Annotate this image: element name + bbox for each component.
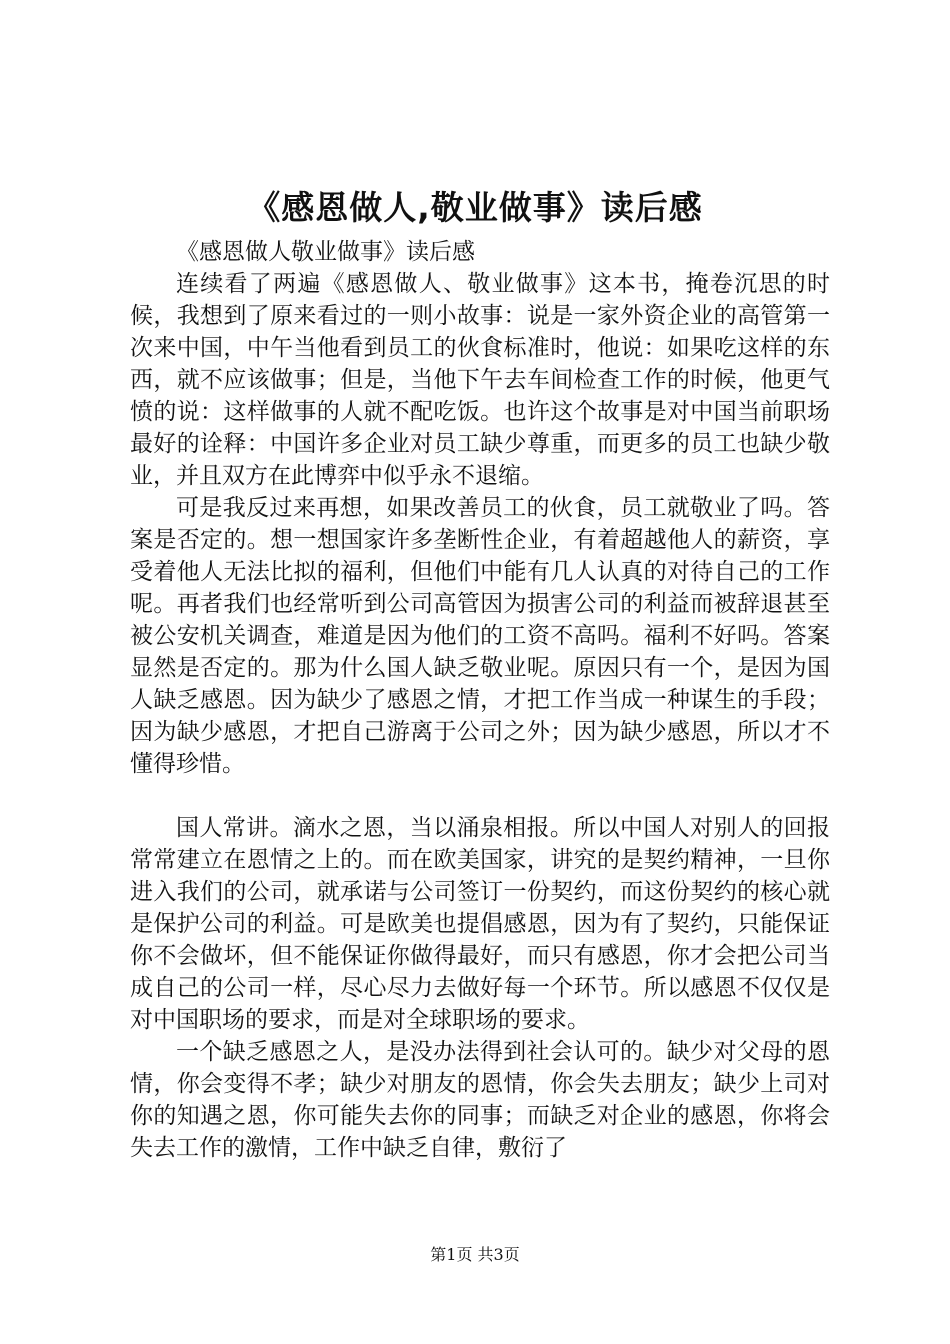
document-title: 《感恩做人,敬业做事》读后感 [247,188,703,227]
paragraph-subtitle: 《感恩做人敬业做事》读后感 [176,239,475,265]
page-footer: 第1页 共3页 [430,1245,520,1264]
paragraph: 一个缺乏感恩之人，是没办法得到社会认可的。缺少对父母的恩情，你会变得不孝；缺少对朋友的恩情，你会失去朋友；缺少上司对你的知遇之恩，你可能失去你的同事；而缺乏对企业的感恩，你将会失去工作的激情，工作中缺乏自律，敷衍了 [130,1039,830,1161]
document-body [130,236,830,1164]
paragraph: 连续看了两遍《感恩做人、敬业做事》这本书，掩卷沉思的时候，我想到了原来看过的一则小故事：说是一家外资企业的高管第一次来中国，中午当他看到员工的伙食标准时，他说：如果吃这样的东西，就不应该做事；但是，当他下午去车间检查工作的时候，他更气愤的说：这样做事的人就不配吃饭。也许这个故事是对中国当前职场最好的诠释：中国许多企业对员工缺少尊重，而更多的员工也缺少敬业，并且双方在此博弈中似乎永不退缩。 [130,271,830,489]
paragraph: 可是我反过来再想，如果改善员工的伙食，员工就敬业了吗。答案是否定的。想一想国家许多垄断性企业，有着超越他人的薪资，享受着他人无法比拟的福利，但他们中能有几人认真的对待自己的工作呢。再者我们也经常听到公司高管因为损害公司的利益而被辞退甚至被公安机关调查，难道是因为他们的工资不高吗。福利不好吗。答案显然是否定的。那为什么国人缺乏敬业呢。原因只有一个，是因为国人缺乏感恩。因为缺少了感恩之情，才把工作当成一种谋生的手段；因为缺少感恩，才把自己游离于公司之外；因为缺少感恩，所以才不懂得珍惜。 [130,495,830,777]
paragraph: 国人常讲。滴水之恩，当以涌泉相报。所以中国人对别人的回报常常建立在恩情之上的。而在欧美国家，讲究的是契约精神，一旦你进入我们的公司，就承诺与公司签订一份契约，而这份契约的核心就是保护公司的利益。可是欧美也提倡感恩，因为有了契约，只能保证你不会做坏，但不能保证你做得最好，而只有感恩，你才会把公司当成自己的公司一样，尽心尽力去做好每一个环节。所以感恩不仅仅是对中国职场的要求，而是对全球职场的要求。 [130,815,830,1033]
